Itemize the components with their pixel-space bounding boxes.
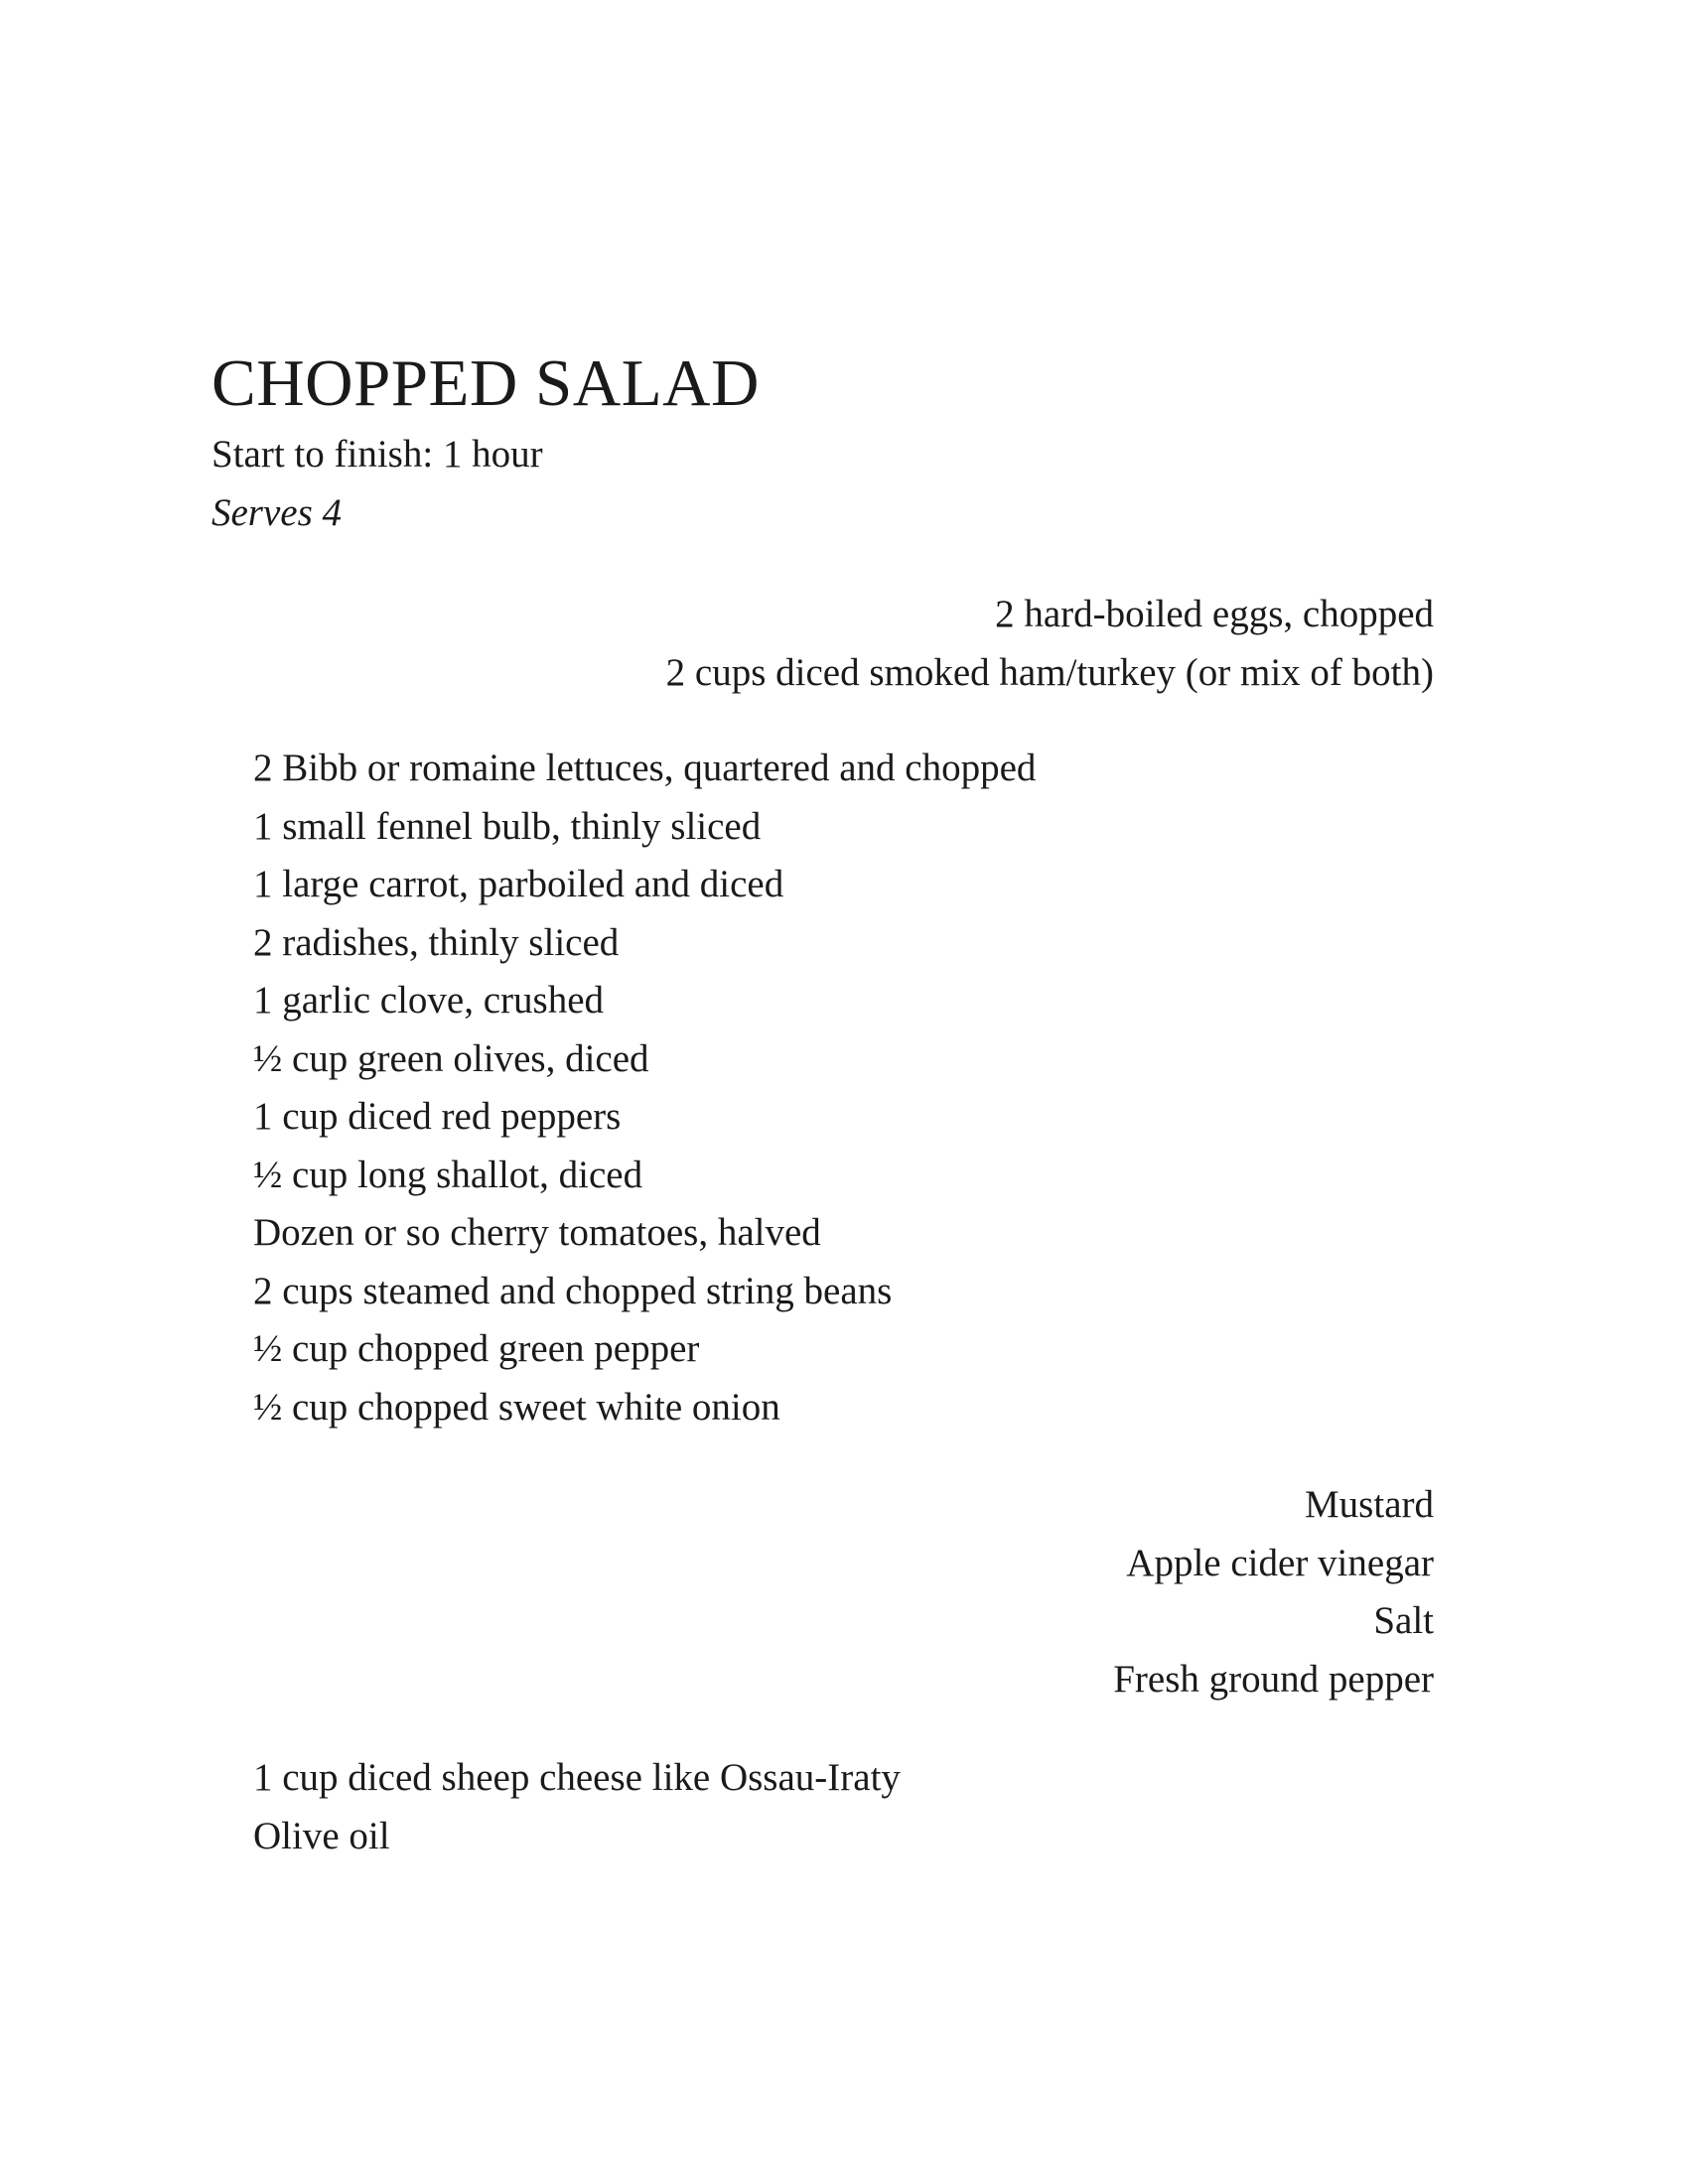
ingredient-line: Salt bbox=[1373, 1599, 1434, 1642]
serves-count: Serves 4 bbox=[211, 491, 343, 534]
ingredient-line: ½ cup chopped sweet white onion bbox=[253, 1385, 780, 1429]
recipe-title: CHOPPED SALAD bbox=[211, 346, 760, 420]
ingredient-line: 1 cup diced red peppers bbox=[253, 1095, 622, 1138]
ingredient-line: ½ cup green olives, diced bbox=[253, 1036, 649, 1080]
ingredient-line: Apple cider vinegar bbox=[1126, 1541, 1434, 1584]
ingredient-line: Fresh ground pepper bbox=[1113, 1657, 1434, 1701]
ingredient-line: 1 cup diced sheep cheese like Ossau-Iraty bbox=[253, 1756, 901, 1799]
ingredient-group-protein bbox=[666, 586, 1434, 702]
ingredient-line: Dozen or so cherry tomatoes, halved bbox=[253, 1211, 821, 1254]
start-to-finish-time: Start to finish: 1 hour bbox=[211, 433, 543, 476]
ingredient-line: ½ cup chopped green pepper bbox=[253, 1327, 700, 1370]
ingredient-line: 2 hard-boiled eggs, chopped bbox=[995, 593, 1434, 635]
ingredient-line: 1 garlic clove, crushed bbox=[253, 979, 605, 1022]
ingredient-line: 1 small fennel bulb, thinly sliced bbox=[253, 804, 762, 848]
ingredient-group-finishing bbox=[253, 1749, 901, 1865]
ingredient-line: Mustard bbox=[1305, 1483, 1434, 1526]
ingredient-line: Olive oil bbox=[253, 1814, 390, 1857]
ingredient-line: 2 cups steamed and chopped string beans bbox=[253, 1269, 893, 1312]
ingredient-line: 2 radishes, thinly sliced bbox=[253, 920, 620, 964]
ingredient-group-vegetables bbox=[253, 740, 1036, 1436]
ingredient-group-dressing bbox=[1113, 1476, 1434, 1708]
ingredient-line: 1 large carrot, parboiled and diced bbox=[253, 863, 784, 905]
ingredient-line: 2 Bibb or romaine lettuces, quartered and chopped bbox=[253, 747, 1037, 789]
ingredient-line: ½ cup long shallot, diced bbox=[253, 1153, 643, 1196]
ingredient-line: 2 cups diced smoked ham/turkey (or mix of both) bbox=[665, 650, 1434, 694]
